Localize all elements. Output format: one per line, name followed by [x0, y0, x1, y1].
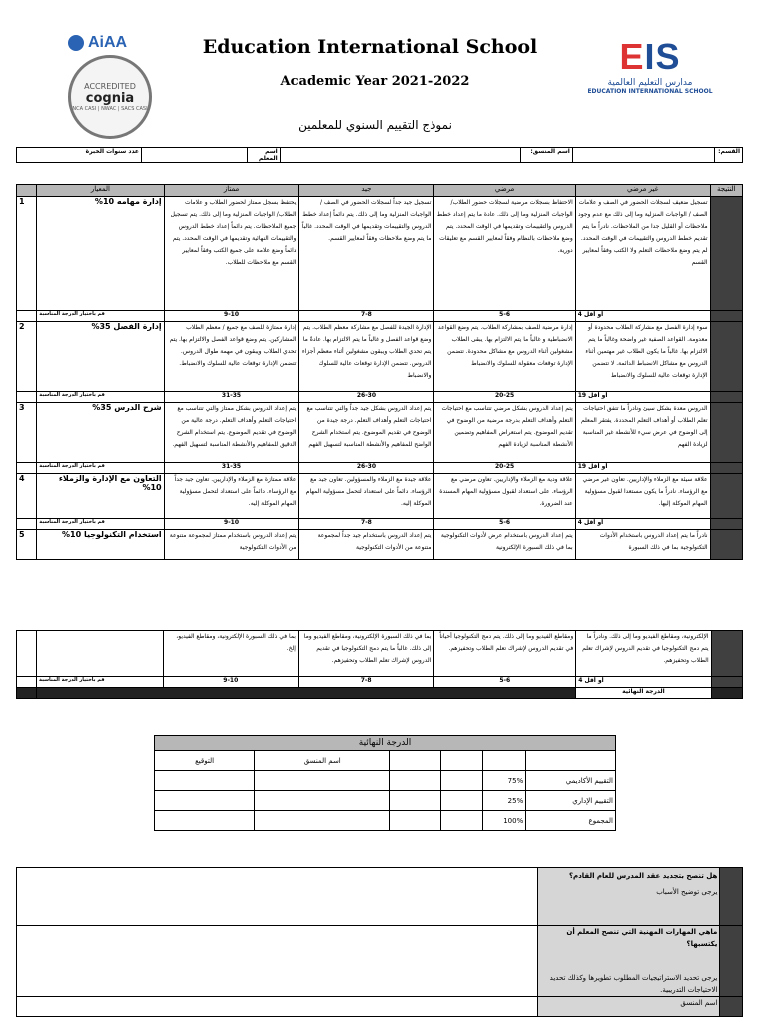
- form-title: نموذج التقييم السنوي للمعلمين: [298, 118, 452, 132]
- weight-value: 100%: [482, 811, 525, 831]
- header-excellent: [164, 185, 299, 197]
- weight-value: 25%: [482, 791, 525, 811]
- cell-unsatisfactory[interactable]: تسجيل ضعيف لسجلات الحضور في الصف و علامات الصف / الواجبات المنزلية وما إلى ذلك مع عدم وجود ملاحظات أو القليل جدا من الملاحظات. نادراً ما يتم تقديم خطط الدروس والتقييمات في الوقت المحدد. لم يتم وضع ملاحظات التعلم ولا الكتب وفقاً لمعايير القسم: [575, 197, 710, 311]
- cell-good[interactable]: علاقة جيدة مع الزملاء والمسؤولين. تعاون جيد مع الرؤساء. دائماً على استعداد لتحمل مسؤولية المهام الموكلة إليه.: [299, 474, 434, 519]
- eis-logo-mark-is: IS: [644, 36, 681, 77]
- criterion-name: استخدام التكنولوجيا 10%: [37, 530, 164, 560]
- criterion-row-3: [17, 403, 743, 463]
- signature-cell[interactable]: [155, 811, 255, 831]
- answer-cell[interactable]: [17, 997, 538, 1017]
- question-text: اسم المنسق: [680, 999, 718, 1007]
- band-satisfactory[interactable]: 5-6: [434, 311, 575, 322]
- header-good-label: جيد: [361, 185, 372, 193]
- empty-cell: [441, 811, 483, 831]
- cell-unsatisfactory[interactable]: الإلكترونية، ومقاطع الفيديو وما إلى ذلك. ونادراً ما يتم دمج التكنولوجيا في تقديم الدروس لإشراك تعلم الطلاب وتحفيزهم.: [576, 631, 711, 677]
- cell-unsatisfactory[interactable]: سوء إدارة الفصل مع مشاركة الطلاب محدودة أو معدومة. القواعد الصفية غير واضحة وغالباً ما يتم الالتزام بها. غالباً ما يكون الطلاب غير مهتمين أثناء الدروس مع مشاكل الانضباط الدائمة. لا تتضمن الإدارة توقعات عالية للسلوك والانضباط: [575, 322, 710, 392]
- answer-cell[interactable]: [17, 926, 538, 997]
- score-band-row-4: [17, 519, 743, 530]
- band-unsatisfactory[interactable]: أو أقل 4: [576, 677, 711, 688]
- score-band-row-3: [17, 463, 743, 474]
- school-name: Education International School: [202, 36, 538, 58]
- empty-cell: [37, 631, 164, 677]
- header-good: [299, 185, 434, 197]
- empty-cell: [441, 771, 483, 791]
- rubric-continuation-table: [16, 630, 743, 699]
- score-select-note[interactable]: قم باختيار الدرجة المناسبة: [37, 519, 164, 530]
- criterion-name: إدارة الفصل 35%: [37, 322, 164, 392]
- final-score-row: [17, 688, 743, 699]
- cell-satisfactory[interactable]: إدارة مرضية للصف بمشاركة الطلاب. يتم وضع القواعد الانضباطية و غالباً ما يتم الالتزام بها. يبقى الطلاب مشغولين أثناء الدروس مع مشاكل محدودة. تتضمن الإدارة توقعات معقولة للسلوك والانضباط: [434, 322, 575, 392]
- cell-good[interactable]: يتم إعداد الدروس بشكل جيد جداً والتي تتناسب مع احتياجات التعلم وأهداف التعلم. درجة جيدة من الوضوح في تقديم الموضوع. يتم استخدام الشرح الواضح للمفاهيم والأنشطة المناسبة لتسهيل الفهم: [299, 403, 434, 463]
- signature-cell[interactable]: [155, 771, 255, 791]
- header-num: [17, 185, 37, 197]
- cell-unsatisfactory[interactable]: علاقة سيئة مع الزملاء والإداريين. تعاون غير مرضي مع الرؤساء. نادراً ما يكون مستعدا لقبول مسؤولية المهام الموكلة إليها.: [575, 474, 710, 519]
- signature-cell[interactable]: [155, 791, 255, 811]
- rubric-table: [16, 184, 743, 560]
- cell-satisfactory[interactable]: يتم إعداد الدروس باستخدام عرض لأدوات التكنولوجية بما في ذلك السبورة الإلكترونية: [434, 530, 575, 560]
- weight-label: المجموع: [526, 811, 616, 831]
- cell-good[interactable]: بما في ذلك السبورة الإلكترونية، ومقاطع الفيديو وما إلى ذلك. غالباً ما يتم دمج التكنولوجيا في تقديم الدروس لإشراك تعلم الطلاب وتحفيزهم.: [298, 631, 433, 677]
- criterion-name: إدارة مهامه 10%: [37, 197, 164, 311]
- info-cell-teacher-value[interactable]: [142, 148, 248, 163]
- question-cell: [538, 868, 720, 926]
- result-cell: [710, 519, 742, 530]
- info-cell-experience[interactable]: [17, 148, 142, 163]
- recommendation-row: [17, 926, 743, 997]
- cell-unsatisfactory[interactable]: نادراً ما يتم إعداد الدروس باستخدام الأدوات التكنولوجية بما في ذلك السبورة: [575, 530, 710, 560]
- score-band-row-2: [17, 392, 743, 403]
- cell-satisfactory[interactable]: علاقة ودية مع الزملاء والإداريين. تعاون مرضي مع الرؤساء. على استعداد لقبول مسؤولية المهام المسندة عند الضرورة.: [434, 474, 575, 519]
- criterion-row-1: [17, 197, 743, 311]
- band-excellent[interactable]: 9-10: [164, 519, 299, 530]
- empty-cell: [441, 751, 483, 771]
- side-cell: [720, 997, 743, 1017]
- band-good[interactable]: 7-8: [298, 677, 433, 688]
- info-label-dept: القسم:: [718, 148, 740, 155]
- score-band-row-1: [17, 311, 743, 322]
- criterion-name: التعاون مع الإدارة والزملاء 10%: [37, 474, 164, 519]
- side-cell: [720, 926, 743, 997]
- result-cell: [710, 392, 742, 403]
- score-cell[interactable]: [390, 771, 441, 791]
- band-good[interactable]: 26-30: [299, 392, 434, 403]
- empty-cell: [482, 751, 525, 771]
- summary-title-row: [155, 736, 616, 751]
- header-criterion: [37, 185, 164, 197]
- band-good[interactable]: 7-8: [299, 311, 434, 322]
- eis-logo-mark-e: E: [619, 36, 645, 77]
- eis-logo-arabic: مدارس التعليم العالمية: [607, 78, 693, 88]
- row-number: 2: [17, 322, 37, 392]
- col-coordinator: اسم المنسق: [255, 751, 390, 771]
- score-cell[interactable]: [390, 811, 441, 831]
- question-cell: [538, 997, 720, 1017]
- weight-value: 75%: [482, 771, 525, 791]
- empty-cell: [17, 631, 37, 677]
- cognia-seal: [68, 55, 152, 139]
- band-excellent[interactable]: 9-10: [164, 311, 299, 322]
- summary-header-row: [155, 751, 616, 771]
- row-number: 5: [17, 530, 37, 560]
- band-unsatisfactory[interactable]: أو أقل 4: [575, 311, 710, 322]
- coordinator-cell[interactable]: [255, 811, 390, 831]
- final-score-value[interactable]: [37, 688, 576, 699]
- info-cell-coordinator: [521, 148, 572, 163]
- summary-row: [155, 811, 616, 831]
- answer-cell[interactable]: [17, 868, 538, 926]
- result-cell[interactable]: [710, 322, 742, 392]
- cell-good[interactable]: يتم إعداد الدروس باستخدام جيد جداً لمجموعة متنوعة من الأدوات التكنولوجية: [299, 530, 434, 560]
- criterion-row-5: [17, 530, 743, 560]
- band-satisfactory[interactable]: 20-25: [434, 463, 575, 474]
- band-excellent[interactable]: 31-35: [164, 392, 299, 403]
- side-cell: [720, 868, 743, 926]
- result-cell[interactable]: [710, 197, 742, 311]
- summary-row: [155, 791, 616, 811]
- header-result-label: النتيجة: [716, 185, 736, 193]
- question-hint: يرجى تحديد الاستراتيجيات المطلوب تطويرها وكذلك تحديد الاحتياجات التدريبية.: [549, 974, 718, 994]
- result-cell[interactable]: [710, 403, 742, 463]
- summary-title: الدرجة النهائية: [155, 736, 616, 751]
- question-text: هل تنصح بتجديد عقد المدرس للعام القادم؟: [569, 872, 718, 880]
- empty-cell: [526, 751, 616, 771]
- score-cell[interactable]: [390, 791, 441, 811]
- result-cell[interactable]: [711, 631, 742, 677]
- seal-bottom-text: NCA CASI | NWAC | SACS CASI: [72, 106, 148, 112]
- recommendation-row: [17, 868, 743, 926]
- score-select-note[interactable]: قم باختيار الدرجة المناسبة: [37, 311, 164, 322]
- cell-satisfactory[interactable]: الاحتفاظ بسجلات مرضية لسجلات حضور الطلاب/الواجبات المنزلية وما إلى ذلك. عادة ما يتم إعداد خطط الدروس والتقييمات وتقديمها في الوقت المحدد. يتم وضع ملاحظات بالنظام وفقاً لمعايير القسم مع تعليقات دورية.: [434, 197, 575, 311]
- aiaa-logo: [68, 32, 158, 54]
- header-unsatisfactory-label: غير مرضي: [627, 185, 659, 193]
- band-unsatisfactory[interactable]: أو أقل 19: [575, 463, 710, 474]
- header-result: [710, 185, 742, 197]
- band-satisfactory[interactable]: 5-6: [434, 677, 576, 688]
- row-number: 3: [17, 403, 37, 463]
- academic-year: Academic Year 2021-2022: [280, 74, 470, 89]
- criterion-name: شرح الدرس 35%: [37, 403, 164, 463]
- info-label-experience: عدد سنوات الخبرة: [85, 148, 140, 155]
- header-excellent-label: ممتاز: [223, 185, 240, 193]
- cell-good[interactable]: تسجيل جيد جداً لسجلات الحضور في الصف / الواجبات المنزلية وما إلى ذلك. يتم دائماً إعداد خطط الدروس والتقييمات وتقديمها في الوقت المحدد. غالباً ما يتم وضع ملاحظات وفقاً لمعايير القسم.: [299, 197, 434, 311]
- coordinator-cell[interactable]: [255, 771, 390, 791]
- question-text: ماهي المهارات المهنية التي تنصح المعلم أن يكتسبها؟: [566, 928, 718, 948]
- cell-satisfactory[interactable]: ومقاطع الفيديو وما إلى ذلك. يتم دمج التكنولوجيا أحياناً في تقديم الدروس لإشراك تعلم الطلاب وتحفيزهم.: [434, 631, 576, 677]
- summary-table: [154, 735, 616, 831]
- col-signature: التوقيع: [155, 751, 255, 771]
- question-hint: يرجى توضيح الأسباب: [656, 888, 718, 896]
- row-number: 1: [17, 197, 37, 311]
- empty-cell: [441, 791, 483, 811]
- cell-satisfactory[interactable]: يتم إعداد الدروس بشكل مرضي تتناسب مع احتياجات التعلم وأهداف التعلم بدرجة مرضية من الوضوح في تقديم الموضوع. يتم استعراض المفاهيم وتضمين الأنشطة المناسبة لزيادة الفهم: [434, 403, 575, 463]
- criterion-row-5-cont: [17, 631, 743, 677]
- cell-excellent[interactable]: يتم إعداد الدروس بشكل ممتاز والتي تتناسب مع احتياجات التعلم وأهداف التعلم. درجة عالية من الوضوح في تقديم الموضوع. يتم استخدام الشرح الدقيق للمفاهيم والأنشطة المناسبة لتسهيل الفهم.: [164, 403, 299, 463]
- cell-excellent[interactable]: يتم إعداد الدروس باستخدام ممتاز لمجموعة متنوعة من الأدوات التكنولوجية: [164, 530, 299, 560]
- cell-excellent[interactable]: إدارة ممتازة للصف مع جميع / معظم الطلاب المشاركين. يتم وضع قواعد الفصل والالتزام بها. يتم تحدي الطلاب ويبقون في مهمة طوال الدروس. تتضمن الإدارة توقعات عالية للسلوك والانضباط.: [164, 322, 299, 392]
- info-cell-dept-value[interactable]: [572, 148, 714, 163]
- cell-unsatisfactory[interactable]: الدروس معدة بشكل سيئ ونادراً ما تتفق احتياجات تعلم الطلاب أو أهداف التعلم المحددة. يفتقر المعلم إلى الوضوح في عرض سيء للأنشطة غير المناسبة لزيادة الفهم: [575, 403, 710, 463]
- recommendation-row: [17, 997, 743, 1017]
- band-good[interactable]: 26-30: [299, 463, 434, 474]
- band-unsatisfactory[interactable]: أو أقل 4: [575, 519, 710, 530]
- weight-label: التقييم الإداري: [526, 791, 616, 811]
- info-cell-dept: [714, 148, 742, 163]
- band-excellent[interactable]: 31-35: [164, 463, 299, 474]
- info-cell-coordinator-value[interactable]: [280, 148, 521, 163]
- result-cell[interactable]: [710, 474, 742, 519]
- band-satisfactory[interactable]: 20-25: [434, 392, 575, 403]
- info-label-coordinator: اسم المنسق:: [530, 148, 570, 155]
- header-unsatisfactory: [575, 185, 710, 197]
- recommendations-table: [16, 867, 743, 1017]
- aiaa-logo-text: AiAA: [88, 34, 128, 51]
- band-good[interactable]: 7-8: [299, 519, 434, 530]
- final-score-cell: [711, 688, 742, 699]
- criterion-row-2: [17, 322, 743, 392]
- cell-excellent[interactable]: يحتفظ بسجل ممتاز لحضور الطلاب و علامات الطلاب/ الواجبات المنزلية وما إلى ذلك. يتم تسجيل جميع الملاحظات. يتم دائماً إعداد خطط الدروس والتقييمات النهائية وتقديمها في الوقت المحدد. يتم دائماً وضع علامة على جميع الكتب وفقاً لمعايير القسم مع ملاحظات للطلاب.: [164, 197, 299, 311]
- question-cell: [538, 926, 720, 997]
- globe-icon: [68, 35, 84, 51]
- result-cell: [710, 463, 742, 474]
- band-satisfactory[interactable]: 5-6: [434, 519, 575, 530]
- summary-row: [155, 771, 616, 791]
- header-satisfactory-label: مرضي: [494, 185, 515, 193]
- score-band-row-5: [17, 677, 743, 688]
- coordinator-cell[interactable]: [255, 791, 390, 811]
- criterion-row-4: [17, 474, 743, 519]
- band-excellent[interactable]: 9-10: [163, 677, 298, 688]
- seal-brand-text: cognia: [85, 91, 135, 106]
- info-cell-teacher: [248, 148, 281, 163]
- result-cell[interactable]: [710, 530, 742, 560]
- cell-excellent[interactable]: علاقة ممتازة مع الزملاء والإداريين. تعاون جيد جداً مع الرؤساء. دائماً على استعداد لتحمل مسؤولية المهام الموكلة إليه.: [164, 474, 299, 519]
- score-select-note[interactable]: قم باختيار الدرجة المناسبة: [37, 677, 164, 688]
- row-number: 4: [17, 474, 37, 519]
- result-cell: [710, 311, 742, 322]
- teacher-info-table: [16, 147, 743, 163]
- weight-label: التقييم الأكاديمي: [526, 771, 616, 791]
- eis-logo-english: EDUCATION INTERNATIONAL SCHOOL: [587, 88, 713, 95]
- empty-cell: [390, 751, 441, 771]
- cell-excellent[interactable]: بما في ذلك السبورة الإلكترونية، ومقاطع الفيديو، إلخ.: [163, 631, 298, 677]
- eis-logo: [585, 36, 715, 106]
- header-satisfactory: [434, 185, 575, 197]
- info-label-teacher: اسم المعلم: [258, 148, 278, 162]
- header-criterion-label: المعيار: [90, 185, 111, 193]
- score-select-note[interactable]: قم باختيار الدرجة المناسبة: [37, 463, 164, 474]
- final-score-label: الدرجة النهائية: [576, 688, 711, 699]
- seal-top-text: ACCREDITED: [84, 82, 136, 91]
- cell-good[interactable]: الإدارة الجيدة للفصل مع مشاركة معظم الطلاب. يتم وضع قواعد الفصل و غالباً ما يتم الالتزام بها. عادةً ما يتم تحدي الطلاب ويبقون مشغولين أثناء معظم أجزاء الدروس. تتضمن الإدارة توقعات عالية للسلوك والانضباط: [299, 322, 434, 392]
- result-cell: [711, 677, 742, 688]
- band-unsatisfactory[interactable]: أو أقل 19: [575, 392, 710, 403]
- score-select-note[interactable]: قم باختيار الدرجة المناسبة: [37, 392, 164, 403]
